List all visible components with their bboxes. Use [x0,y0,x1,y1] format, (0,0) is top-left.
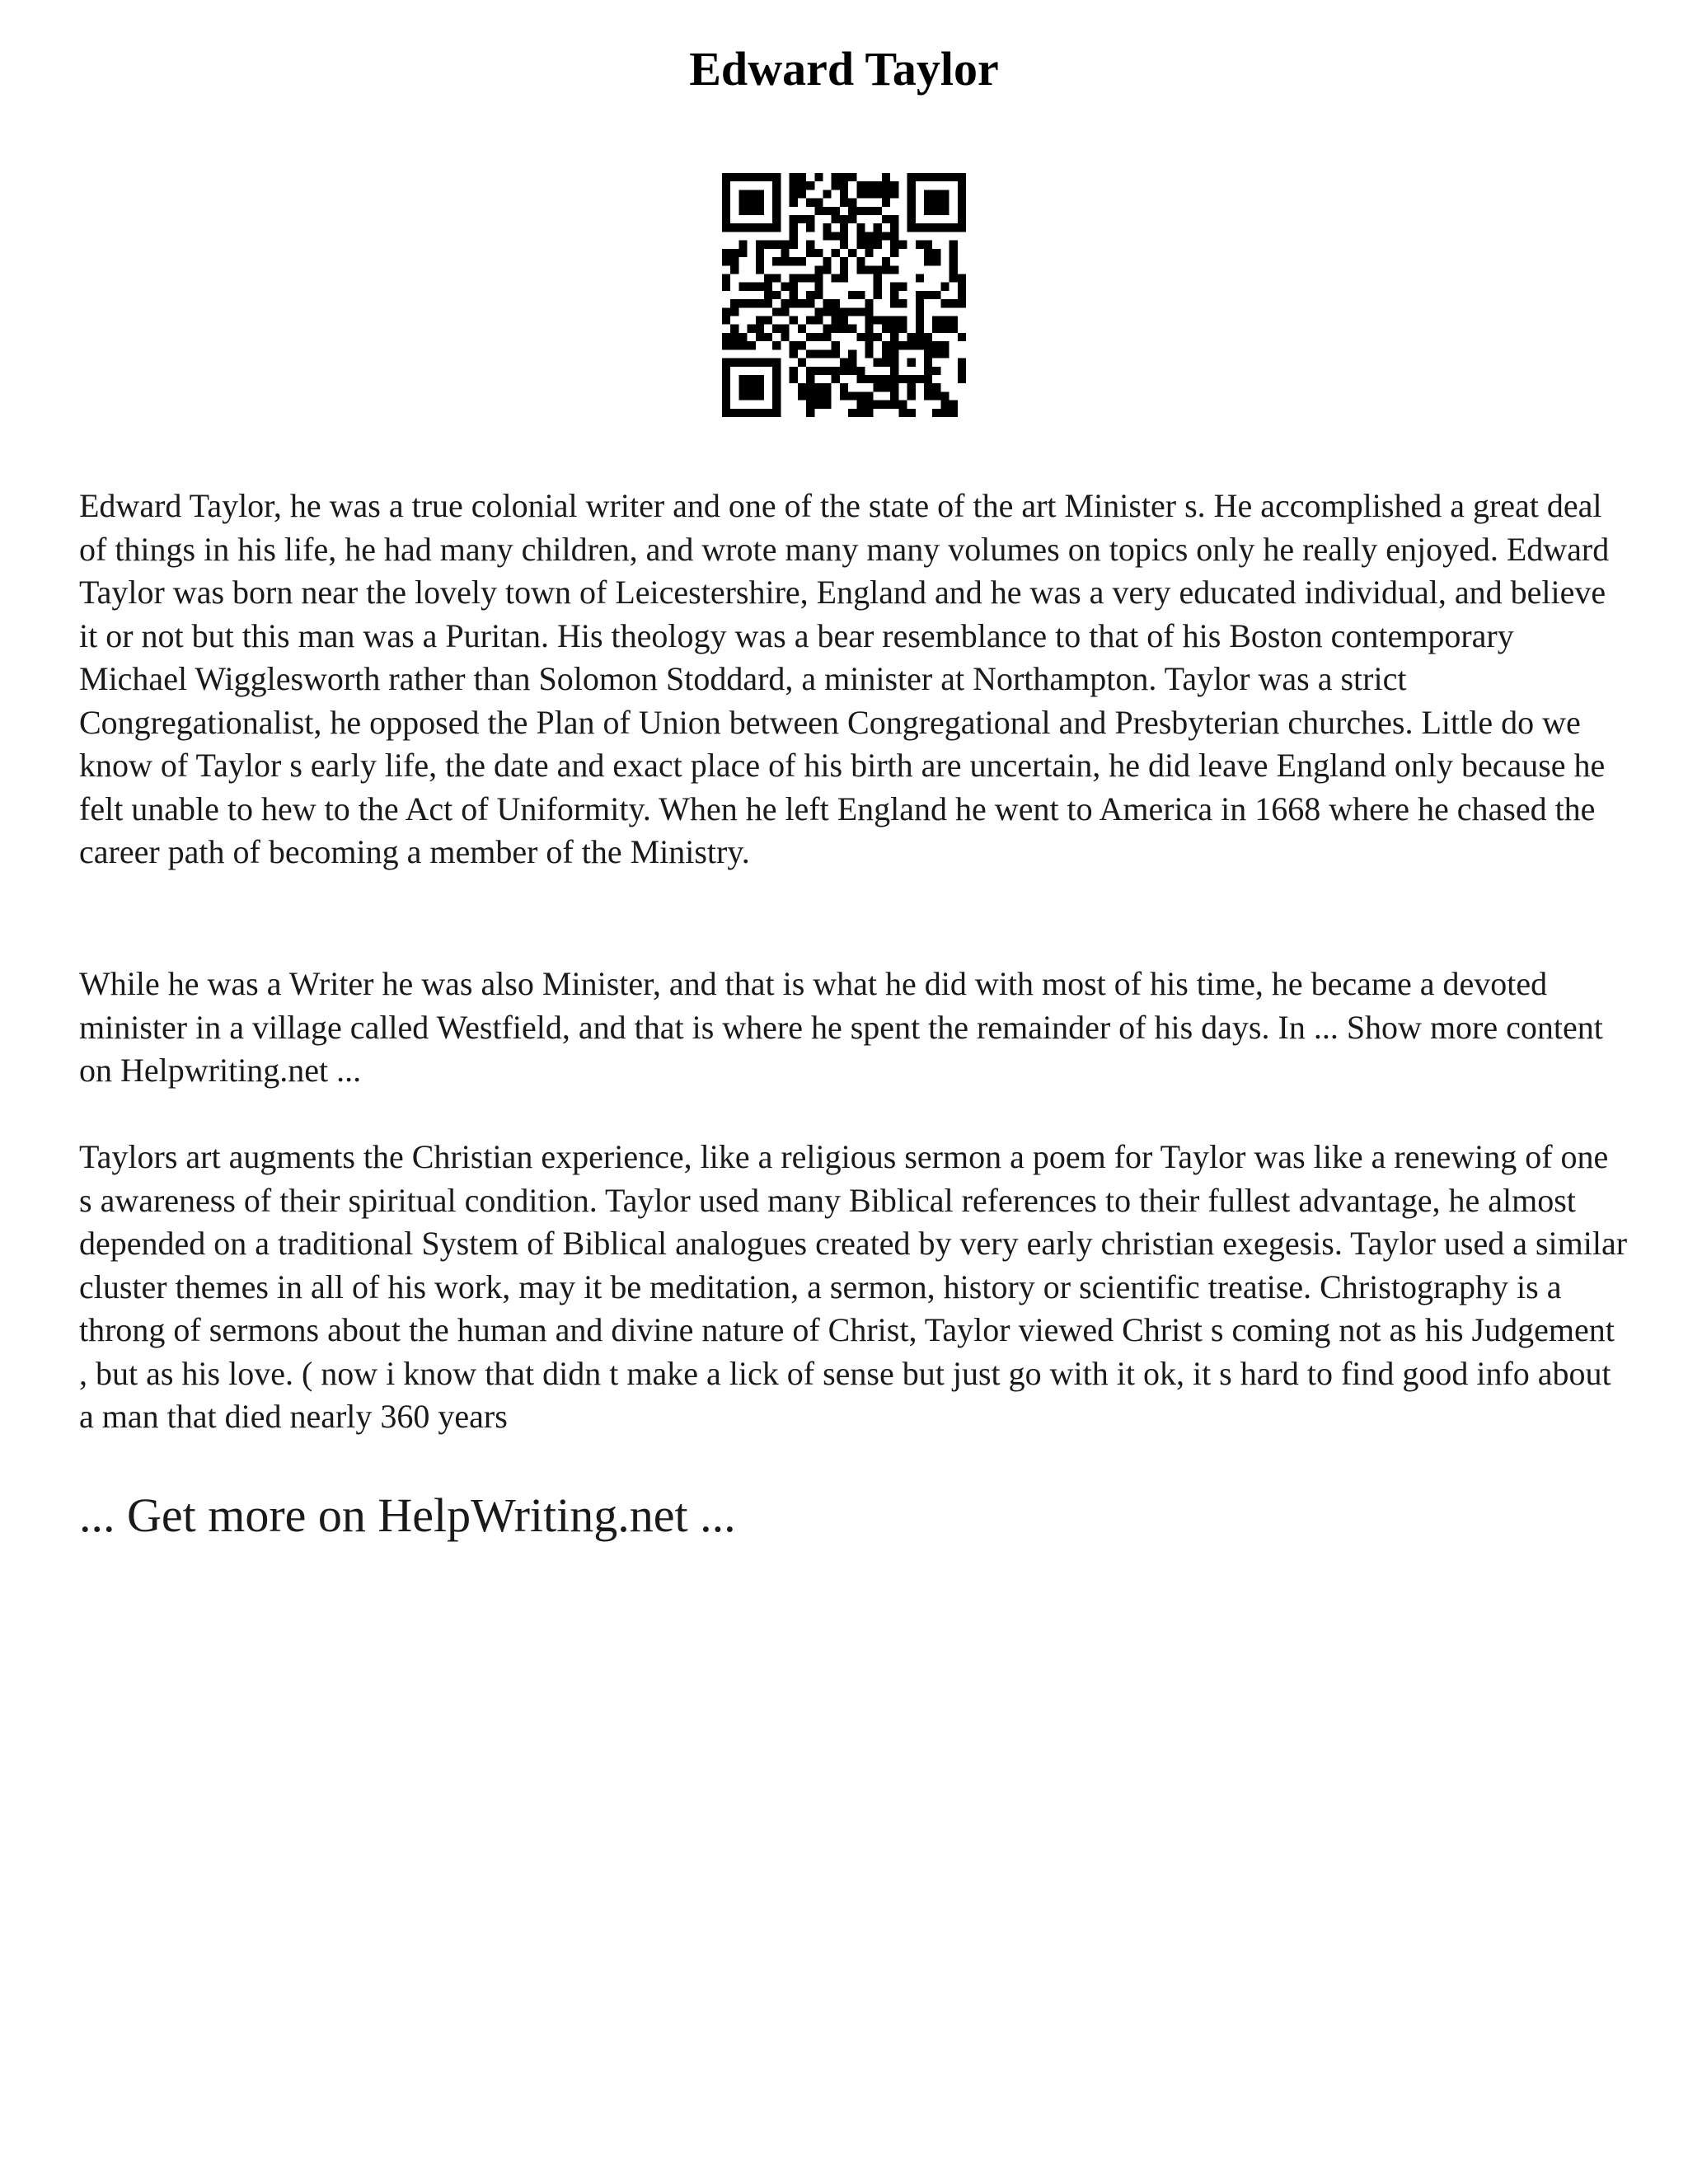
body-paragraph-2: While he was a Writer he was also Minister, and that is what he did with most of his time, he became a devoted minister in a village called Westfield, and that is where he spent the remainder of his days. In ... Show more content on Helpwriting.net ... [79,965,1603,1089]
body-paragraph-3: Taylors art augments the Christian experience, like a religious sermon a poem for Taylor was like a renewing of one s awareness of their spiritual condition. Taylor used many Biblical references to their fullest advantage, he almost depended on a traditional System of Biblical analogues created by very early christian exegesis. Taylor used a similar cluster themes in all of his work, may it be meditation, a sermon, history or scientific treatise. Christography is a throng of sermons about the human and divine nature of Christ, Taylor viewed Christ s coming not as his Judgement , but as his love. ( now i know that didn t make a lick of sense but just go with it ok, it s hard to find good info about a man that died nearly 360 years [79,1138,1628,1435]
get-more-link[interactable]: ... Get more on HelpWriting.net ... [79,1488,736,1542]
page-title: Edward Taylor [689,42,999,96]
body-paragraph-1: Edward Taylor, he was a true colonial writer and one of the state of the art Minister s. He accomplished a great deal of things in his life, he had many children, and wrote many many volumes on topics only he really enjoyed. Edward Taylor was born near the lovely town of Leicestershire, England and he was a very educated individual, and believe it or not but this man was a Puritan. His theology was a bear resemblance to that of his Boston contemporary Michael Wigglesworth rather than Solomon Stoddard, a minister at Northampton. Taylor was a strict Congregationalist, he opposed the Plan of Union between Congregational and Presbyterian churches. Little do we know of Taylor s early life, the date and exact place of his birth are uncertain, he did leave England only because he felt unable to hew to the Act of Uniformity. When he left England he went to America in 1668 where he chased the career path of becoming a member of the Ministry. [79,487,1610,870]
qr-code-icon [722,173,966,417]
